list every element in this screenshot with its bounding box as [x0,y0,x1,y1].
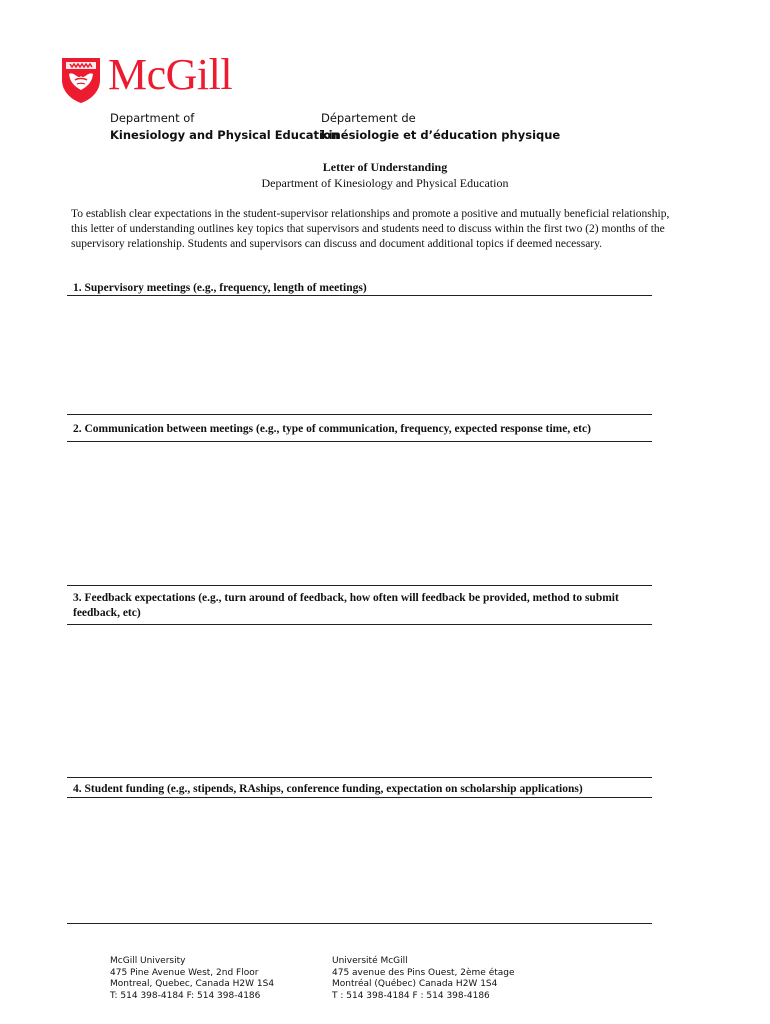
footer-en-line3: Montreal, Quebec, Canada H2W 1S4 [110,979,275,989]
response-area-feedback[interactable] [67,625,652,777]
dept-fr-line2: kinésiologie et d’éducation physique [321,128,561,142]
department-name-english [110,110,339,144]
footer-fr-line1: Université McGill [332,956,408,966]
response-area-student-funding[interactable] [67,798,652,923]
dept-en-line1: Department of [110,111,195,125]
document-title: Letter of Understanding [322,160,448,174]
dept-fr-line1: Département de [321,111,416,125]
section-student-funding [67,782,652,797]
mcgill-logo [60,50,260,106]
section-heading: 1. Supervisory meetings (e.g., frequency, length of meetings) [73,282,367,294]
section-divider [67,923,652,924]
document-subtitle: Department of Kinesiology and Physical Education [261,176,509,190]
section-heading: 4. Student funding (e.g., stipends, RAships, conference funding, expectation on scholarship applications) [73,783,583,795]
intro-paragraph: To establish clear expectations in the student-supervisor relationships and promote a positive and mutually beneficial relationship, this letter of understanding outlines key topics that supervisors and students need to discuss within the first two (2) months of the supervisory relationship. Students and supervisors can discuss and document additional topics if deemed necessary. [71,208,670,250]
footer-fr-line2: 475 avenue des Pins Ouest, 2ème étage [332,967,515,978]
footer-en-line1: McGill University [110,956,186,966]
footer-address-french [332,956,515,1002]
footer-fr-line4: T : 514 398-4184 F : 514 398-4186 [332,990,490,1001]
section-divider [67,585,652,586]
logo-wordmark: McGill [108,50,233,99]
response-area-supervisory-meetings[interactable] [67,296,652,414]
section-communication [67,422,652,437]
section-feedback-expectations [67,591,652,621]
dept-en-line2: Kinesiology and Physical Education [110,128,340,142]
section-heading: 3. Feedback expectations (e.g., turn around of feedback, how often will feedback be provided, method to submit feedback, etc) [73,592,619,619]
department-name-french [321,110,560,144]
mcgill-crest-icon [60,56,102,104]
footer-en-line2: 475 Pine Avenue West, 2nd Floor [110,967,259,978]
section-heading: 2. Communication between meetings (e.g., type of communication, frequency, expected response time, etc) [73,423,591,435]
section-divider [67,777,652,778]
footer-fr-line3: Montréal (Québec) Canada H2W 1S4 [332,979,498,989]
section-divider [67,414,652,415]
footer-en-line4: T: 514 398-4184 F: 514 398-4186 [110,990,261,1001]
response-area-communication[interactable] [67,442,652,585]
section-supervisory-meetings [67,281,652,296]
footer-address-english [110,956,274,1002]
